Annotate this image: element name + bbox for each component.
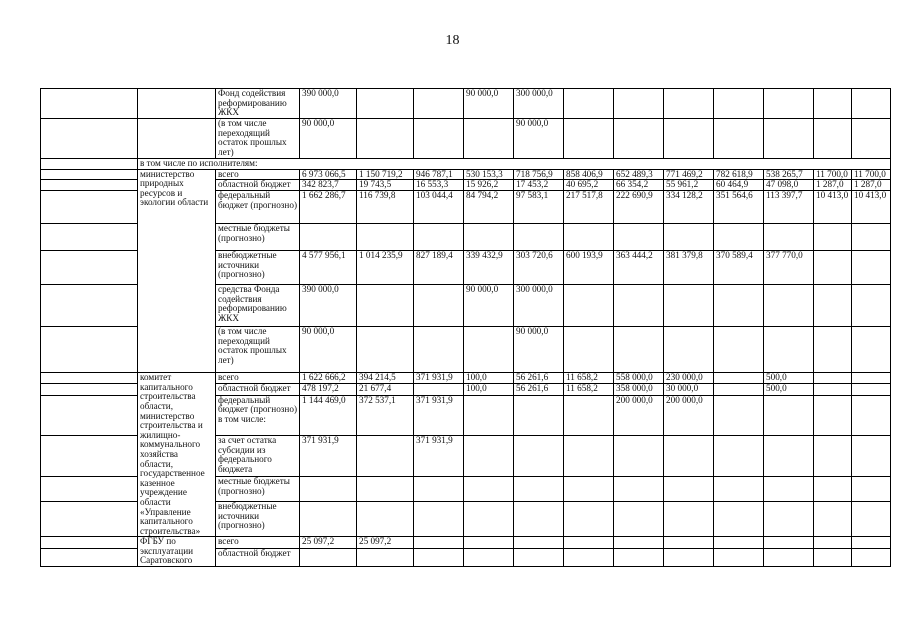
value-cell bbox=[764, 549, 814, 567]
value-cell: 1 014 235,9 bbox=[357, 251, 414, 285]
value-cell: 16 553,3 bbox=[414, 180, 464, 191]
executor-cell: комитет капитального строительства области, министерство строительства и жилищно-коммунального хозяйства области, государственное казенное учреждение области «Управление капитального строительства» bbox=[138, 373, 216, 537]
value-cell bbox=[852, 395, 891, 436]
value-cell bbox=[414, 501, 464, 536]
value-cell: 200 000,0 bbox=[614, 395, 664, 436]
table-row bbox=[41, 373, 891, 384]
value-cell bbox=[714, 384, 764, 395]
value-cell: 500,0 bbox=[764, 373, 814, 384]
source-label-cell: всего bbox=[216, 537, 300, 549]
value-cell: 116 739,8 bbox=[357, 191, 414, 224]
source-label-cell: средства Фонда содействия реформированию ЖКХ bbox=[216, 285, 300, 327]
value-cell bbox=[614, 224, 664, 251]
value-cell bbox=[814, 224, 852, 251]
value-cell bbox=[764, 89, 814, 119]
value-cell: 300 000,0 bbox=[514, 89, 564, 119]
value-cell bbox=[664, 224, 714, 251]
value-cell bbox=[514, 436, 564, 477]
value-cell bbox=[357, 327, 414, 373]
value-cell bbox=[614, 436, 664, 477]
value-cell bbox=[357, 285, 414, 327]
value-cell bbox=[300, 224, 357, 251]
value-cell: 377 770,0 bbox=[764, 251, 814, 285]
value-cell: 55 961,2 bbox=[664, 180, 714, 191]
value-cell bbox=[514, 224, 564, 251]
value-cell: 56 261,6 bbox=[514, 384, 564, 395]
value-cell bbox=[357, 436, 414, 477]
empty-cell bbox=[41, 327, 138, 373]
value-cell bbox=[814, 373, 852, 384]
budget-table bbox=[40, 88, 891, 567]
source-label-cell: всего bbox=[216, 373, 300, 384]
value-cell bbox=[614, 477, 664, 502]
empty-cell bbox=[41, 436, 138, 477]
source-label-cell: областной бюджет bbox=[216, 180, 300, 191]
value-cell bbox=[852, 251, 891, 285]
value-cell bbox=[464, 395, 514, 436]
budget-table-container bbox=[40, 88, 887, 567]
value-cell bbox=[714, 373, 764, 384]
value-cell: 10 413,0 bbox=[852, 191, 891, 224]
value-cell bbox=[764, 537, 814, 549]
empty-cell bbox=[41, 169, 138, 180]
value-cell bbox=[564, 477, 614, 502]
value-cell bbox=[814, 395, 852, 436]
value-cell bbox=[414, 119, 464, 159]
value-cell bbox=[564, 537, 614, 549]
value-cell: 90 000,0 bbox=[464, 285, 514, 327]
value-cell: 782 618,9 bbox=[714, 169, 764, 180]
value-cell: 478 197,2 bbox=[300, 384, 357, 395]
value-cell: 30 000,0 bbox=[664, 384, 714, 395]
value-cell bbox=[814, 537, 852, 549]
value-cell: 718 756,9 bbox=[514, 169, 564, 180]
value-cell bbox=[414, 537, 464, 549]
value-cell: 339 432,9 bbox=[464, 251, 514, 285]
empty-cell bbox=[41, 159, 138, 170]
value-cell bbox=[464, 549, 514, 567]
value-cell bbox=[414, 89, 464, 119]
value-cell: 90 000,0 bbox=[300, 327, 357, 373]
value-cell bbox=[514, 537, 564, 549]
empty-cell bbox=[41, 89, 138, 119]
value-cell: 946 787,1 bbox=[414, 169, 464, 180]
value-cell bbox=[564, 285, 614, 327]
value-cell bbox=[464, 477, 514, 502]
value-cell: 19 743,5 bbox=[357, 180, 414, 191]
value-cell: 371 931,9 bbox=[414, 395, 464, 436]
value-cell bbox=[464, 501, 514, 536]
value-cell bbox=[814, 89, 852, 119]
source-label-cell: (в том числе переходящий остаток прошлых лет) bbox=[216, 327, 300, 373]
value-cell: 371 931,9 bbox=[414, 373, 464, 384]
value-cell bbox=[514, 477, 564, 502]
empty-cell bbox=[138, 119, 216, 159]
value-cell: 66 354,2 bbox=[614, 180, 664, 191]
value-cell bbox=[764, 327, 814, 373]
value-cell: 11 658,2 bbox=[564, 384, 614, 395]
value-cell: 771 469,2 bbox=[664, 169, 714, 180]
table-row bbox=[41, 119, 891, 159]
table-body bbox=[41, 89, 891, 567]
value-cell bbox=[357, 477, 414, 502]
empty-cell bbox=[41, 224, 138, 251]
value-cell bbox=[764, 477, 814, 502]
value-cell bbox=[614, 327, 664, 373]
section-header-row bbox=[41, 159, 891, 170]
value-cell bbox=[814, 436, 852, 477]
value-cell bbox=[714, 395, 764, 436]
value-cell: 21 677,4 bbox=[357, 384, 414, 395]
value-cell: 56 261,6 bbox=[514, 373, 564, 384]
value-cell: 600 193,9 bbox=[564, 251, 614, 285]
value-cell: 103 044,4 bbox=[414, 191, 464, 224]
value-cell: 827 189,4 bbox=[414, 251, 464, 285]
value-cell bbox=[614, 119, 664, 159]
value-cell: 371 931,9 bbox=[414, 436, 464, 477]
value-cell: 100,0 bbox=[464, 384, 514, 395]
table-row bbox=[41, 537, 891, 549]
empty-cell bbox=[41, 373, 138, 384]
source-label-cell: (в том числе переходящий остаток прошлых лет) bbox=[216, 119, 300, 159]
value-cell bbox=[414, 477, 464, 502]
value-cell bbox=[414, 224, 464, 251]
source-label-cell: областной бюджет bbox=[216, 549, 300, 567]
value-cell: 558 000,0 bbox=[614, 373, 664, 384]
value-cell: 351 564,6 bbox=[714, 191, 764, 224]
value-cell bbox=[814, 327, 852, 373]
value-cell: 394 214,5 bbox=[357, 373, 414, 384]
value-cell bbox=[664, 285, 714, 327]
empty-cell bbox=[41, 384, 138, 395]
value-cell: 17 453,2 bbox=[514, 180, 564, 191]
source-label-cell: местные бюджеты (прогнозно) bbox=[216, 224, 300, 251]
value-cell bbox=[464, 327, 514, 373]
empty-cell bbox=[41, 501, 138, 536]
value-cell bbox=[814, 477, 852, 502]
value-cell: 303 720,6 bbox=[514, 251, 564, 285]
value-cell bbox=[357, 501, 414, 536]
source-label-cell: всего bbox=[216, 169, 300, 180]
empty-cell bbox=[41, 180, 138, 191]
value-cell bbox=[714, 119, 764, 159]
value-cell: 25 097,2 bbox=[300, 537, 357, 549]
value-cell bbox=[852, 89, 891, 119]
value-cell bbox=[564, 395, 614, 436]
page-number: 18 bbox=[445, 33, 460, 48]
value-cell bbox=[414, 384, 464, 395]
empty-cell bbox=[41, 251, 138, 285]
value-cell bbox=[664, 119, 714, 159]
value-cell bbox=[764, 501, 814, 536]
value-cell: 390 000,0 bbox=[300, 285, 357, 327]
value-cell: 230 000,0 bbox=[664, 373, 714, 384]
value-cell: 1 144 469,0 bbox=[300, 395, 357, 436]
value-cell bbox=[464, 119, 514, 159]
value-cell bbox=[514, 501, 564, 536]
value-cell: 200 000,0 bbox=[664, 395, 714, 436]
value-cell bbox=[414, 285, 464, 327]
value-cell bbox=[814, 501, 852, 536]
value-cell bbox=[852, 119, 891, 159]
value-cell bbox=[814, 251, 852, 285]
value-cell: 652 489,3 bbox=[614, 169, 664, 180]
value-cell: 1 662 286,7 bbox=[300, 191, 357, 224]
value-cell: 113 397,7 bbox=[764, 191, 814, 224]
value-cell: 390 000,0 bbox=[300, 89, 357, 119]
value-cell bbox=[714, 501, 764, 536]
value-cell: 358 000,0 bbox=[614, 384, 664, 395]
value-cell bbox=[764, 436, 814, 477]
value-cell: 381 379,8 bbox=[664, 251, 714, 285]
value-cell bbox=[852, 501, 891, 536]
value-cell bbox=[614, 501, 664, 536]
source-label-cell: федеральный бюджет (прогнозно) в том числе: bbox=[216, 395, 300, 436]
value-cell bbox=[764, 285, 814, 327]
value-cell bbox=[564, 89, 614, 119]
value-cell: 15 926,2 bbox=[464, 180, 514, 191]
value-cell bbox=[564, 549, 614, 567]
value-cell: 858 406,9 bbox=[564, 169, 614, 180]
value-cell: 60 464,9 bbox=[714, 180, 764, 191]
value-cell bbox=[852, 327, 891, 373]
value-cell: 530 153,3 bbox=[464, 169, 514, 180]
empty-cell bbox=[41, 477, 138, 502]
value-cell bbox=[614, 537, 664, 549]
value-cell: 372 537,1 bbox=[357, 395, 414, 436]
value-cell: 90 000,0 bbox=[514, 119, 564, 159]
empty-cell bbox=[41, 119, 138, 159]
value-cell: 342 823,7 bbox=[300, 180, 357, 191]
value-cell bbox=[852, 436, 891, 477]
empty-cell bbox=[41, 549, 138, 567]
value-cell bbox=[714, 477, 764, 502]
empty-cell bbox=[138, 89, 216, 119]
value-cell bbox=[357, 119, 414, 159]
value-cell bbox=[714, 549, 764, 567]
section-header-cell: в том числе по исполнителям: bbox=[138, 159, 891, 170]
value-cell: 334 128,2 bbox=[664, 191, 714, 224]
value-cell: 100,0 bbox=[464, 373, 514, 384]
value-cell: 1 287,0 bbox=[814, 180, 852, 191]
value-cell bbox=[300, 477, 357, 502]
value-cell bbox=[664, 501, 714, 536]
value-cell: 363 444,2 bbox=[614, 251, 664, 285]
source-label-cell: за счет остатка субсидии из федерального бюджета bbox=[216, 436, 300, 477]
value-cell bbox=[664, 477, 714, 502]
value-cell: 90 000,0 bbox=[514, 327, 564, 373]
value-cell: 25 097,2 bbox=[357, 537, 414, 549]
value-cell bbox=[514, 549, 564, 567]
value-cell: 47 098,0 bbox=[764, 180, 814, 191]
value-cell: 4 577 956,1 bbox=[300, 251, 357, 285]
value-cell: 6 973 066,5 bbox=[300, 169, 357, 180]
value-cell: 370 589,4 bbox=[714, 251, 764, 285]
value-cell bbox=[414, 549, 464, 567]
value-cell bbox=[664, 436, 714, 477]
value-cell bbox=[514, 395, 564, 436]
source-label-cell: внебюджетные источники (прогнозно) bbox=[216, 501, 300, 536]
value-cell bbox=[564, 327, 614, 373]
value-cell bbox=[852, 384, 891, 395]
executor-cell: ФГБУ по эксплуатации Саратовского bbox=[138, 537, 216, 567]
value-cell bbox=[664, 327, 714, 373]
empty-cell bbox=[41, 285, 138, 327]
source-label-cell: Фонд содействия реформированию ЖКХ bbox=[216, 89, 300, 119]
value-cell bbox=[414, 327, 464, 373]
value-cell bbox=[814, 384, 852, 395]
value-cell bbox=[357, 549, 414, 567]
value-cell: 1 150 719,2 bbox=[357, 169, 414, 180]
value-cell: 10 413,0 bbox=[814, 191, 852, 224]
value-cell bbox=[564, 501, 614, 536]
executor-cell: министерство природных ресурсов и экологии области bbox=[138, 169, 216, 373]
source-label-cell: федеральный бюджет (прогнозно) bbox=[216, 191, 300, 224]
source-label-cell: местные бюджеты (прогнозно) bbox=[216, 477, 300, 502]
value-cell bbox=[852, 537, 891, 549]
table-row bbox=[41, 89, 891, 119]
value-cell bbox=[852, 373, 891, 384]
value-cell bbox=[464, 224, 514, 251]
value-cell: 97 583,1 bbox=[514, 191, 564, 224]
value-cell bbox=[714, 89, 764, 119]
value-cell bbox=[814, 119, 852, 159]
value-cell: 538 265,7 bbox=[764, 169, 814, 180]
value-cell bbox=[764, 224, 814, 251]
value-cell: 11 658,2 bbox=[564, 373, 614, 384]
value-cell bbox=[664, 537, 714, 549]
empty-cell bbox=[41, 395, 138, 436]
value-cell bbox=[764, 395, 814, 436]
value-cell bbox=[814, 549, 852, 567]
value-cell: 90 000,0 bbox=[300, 119, 357, 159]
value-cell bbox=[664, 549, 714, 567]
value-cell: 11 700,0 bbox=[814, 169, 852, 180]
value-cell bbox=[564, 436, 614, 477]
value-cell: 40 695,2 bbox=[564, 180, 614, 191]
value-cell bbox=[614, 89, 664, 119]
value-cell bbox=[300, 549, 357, 567]
value-cell: 371 931,9 bbox=[300, 436, 357, 477]
value-cell bbox=[464, 537, 514, 549]
value-cell: 300 000,0 bbox=[514, 285, 564, 327]
value-cell bbox=[852, 285, 891, 327]
value-cell bbox=[714, 537, 764, 549]
value-cell bbox=[300, 501, 357, 536]
source-label-cell: внебюджетные источники (прогнозно) bbox=[216, 251, 300, 285]
value-cell: 500,0 bbox=[764, 384, 814, 395]
value-cell: 90 000,0 bbox=[464, 89, 514, 119]
value-cell bbox=[814, 285, 852, 327]
value-cell bbox=[664, 89, 714, 119]
value-cell bbox=[852, 224, 891, 251]
table-row bbox=[41, 169, 891, 180]
empty-cell bbox=[41, 191, 138, 224]
value-cell bbox=[357, 224, 414, 251]
value-cell bbox=[714, 327, 764, 373]
value-cell bbox=[852, 477, 891, 502]
value-cell bbox=[614, 285, 664, 327]
value-cell: 11 700,0 bbox=[852, 169, 891, 180]
value-cell: 217 517,8 bbox=[564, 191, 614, 224]
value-cell bbox=[714, 224, 764, 251]
value-cell: 222 690,9 bbox=[614, 191, 664, 224]
value-cell bbox=[764, 119, 814, 159]
value-cell bbox=[614, 549, 664, 567]
value-cell bbox=[357, 89, 414, 119]
value-cell: 1 287,0 bbox=[852, 180, 891, 191]
value-cell bbox=[464, 436, 514, 477]
empty-cell bbox=[41, 537, 138, 549]
value-cell bbox=[852, 549, 891, 567]
value-cell bbox=[564, 119, 614, 159]
source-label-cell: областной бюджет bbox=[216, 384, 300, 395]
value-cell: 1 622 666,2 bbox=[300, 373, 357, 384]
value-cell: 84 794,2 bbox=[464, 191, 514, 224]
value-cell bbox=[564, 224, 614, 251]
value-cell bbox=[714, 436, 764, 477]
value-cell bbox=[714, 285, 764, 327]
